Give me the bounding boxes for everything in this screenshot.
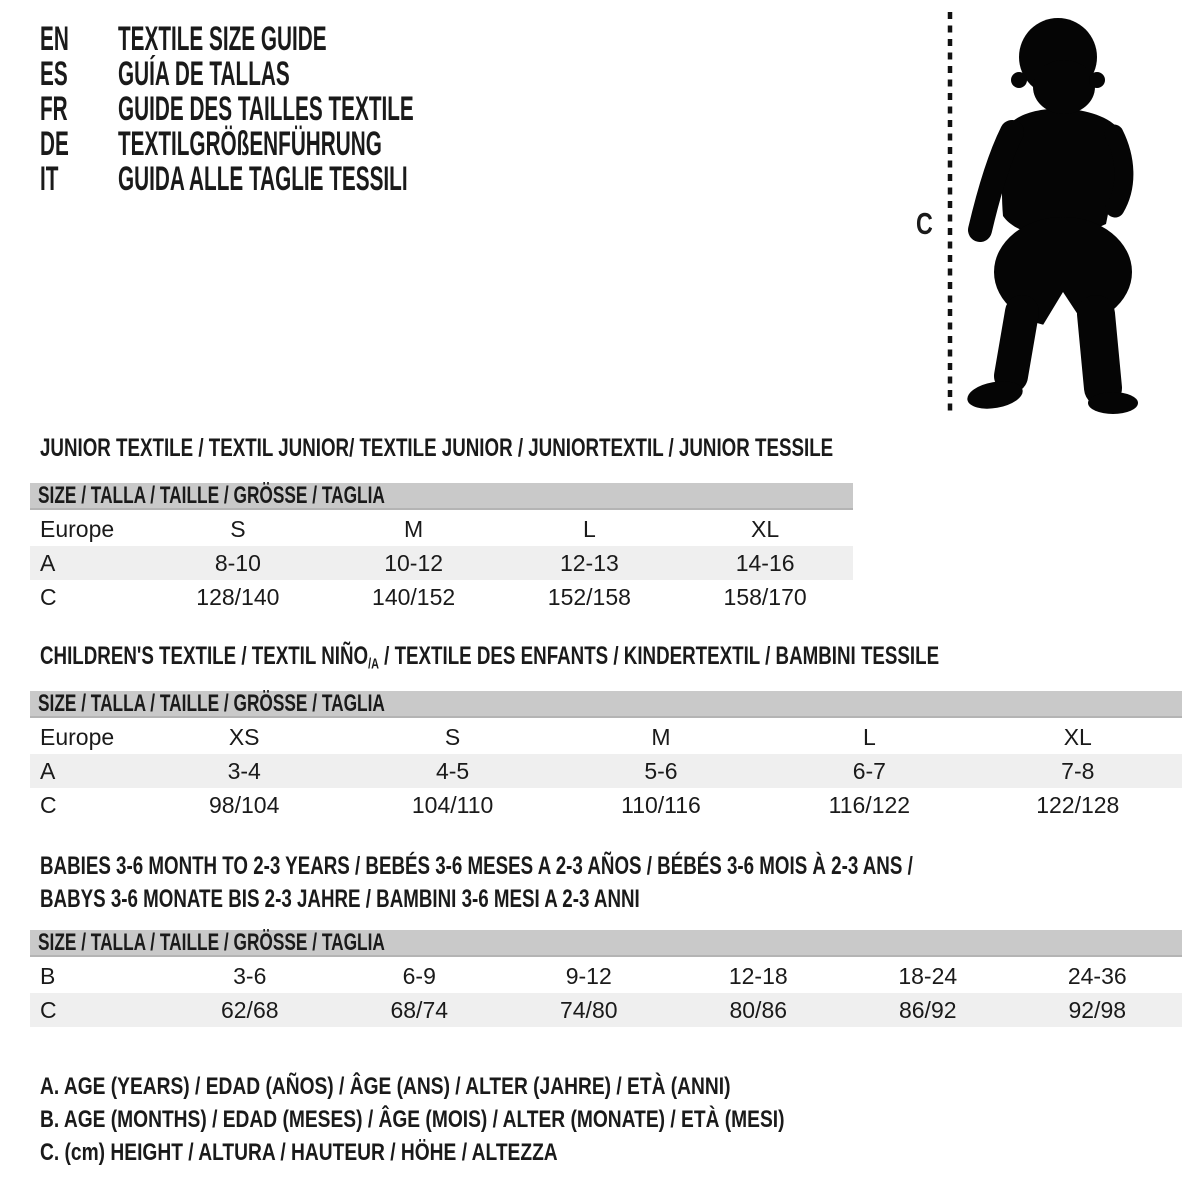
row-label: A [40, 757, 56, 784]
size-value-cell: 7-8 [1061, 757, 1095, 784]
size-value-cell: 6-9 [402, 962, 436, 989]
size-table-row [30, 546, 853, 580]
size-value-cell: XS [228, 723, 260, 750]
size-value-cell: S [230, 515, 246, 542]
size-table-row [30, 720, 1182, 754]
size-value-cell: 18-24 [898, 962, 958, 989]
size-header-bar [30, 930, 1182, 957]
legend [40, 1070, 971, 1169]
size-value-cell: 3-4 [227, 757, 261, 784]
section-title-text: CHILDREN'S TEXTILE / TEXTIL NIÑO/A / TEXTILE DES ENFANTS / KINDERTEXTIL / BAMBINI TESSILE [40, 642, 940, 673]
size-value-cell: 24-36 [1067, 962, 1127, 989]
toddler-silhouette-graphic [900, 0, 1200, 435]
junior-size-table [30, 512, 853, 614]
toddler-silhouette [965, 18, 1138, 414]
legend-text: C. (cm) HEIGHT / ALTURA / HAUTEUR / HÖHE / ALTEZZA [40, 1139, 558, 1166]
size-header-bar [30, 691, 1182, 718]
size-value-cell: M [404, 515, 424, 542]
legend-text: B. AGE (MONTHS) / EDAD (MESES) / ÂGE (MOIS) / ALTER (MONATE) / ETÀ (MESI) [40, 1106, 785, 1133]
height-figure [900, 0, 1200, 435]
language-guide-title: TEXTILE SIZE GUIDE [118, 20, 327, 58]
size-value-cell: 158/170 [723, 583, 807, 610]
size-value-cell: M [651, 723, 671, 750]
row-label: Europe [40, 723, 115, 750]
legend-age-months [40, 1103, 971, 1136]
language-code: FR [40, 90, 68, 128]
size-value-cell: 74/80 [559, 996, 618, 1023]
size-value-cell: 10-12 [384, 549, 444, 576]
size-header-label: SIZE / TALLA / TAILLE / GRÖSSE / TAGLIA [38, 482, 385, 509]
size-value-cell: 152/158 [547, 583, 631, 610]
size-value-cell: L [582, 515, 596, 542]
height-measure-label: C [916, 206, 933, 241]
size-value-cell: 9-12 [565, 962, 612, 989]
language-code: ES [40, 55, 68, 93]
size-header-bar [30, 483, 853, 510]
row-label: Europe [40, 515, 115, 542]
section-title-text: BABYS 3-6 MONATE BIS 2-3 JAHRE / BAMBINI 3-6 MESI A 2-3 ANNI [40, 885, 640, 913]
row-label: C [40, 583, 57, 610]
nino-a-subscript: /A [368, 656, 379, 673]
size-value-cell: 104/110 [411, 791, 494, 818]
size-value-cell: 3-6 [233, 962, 267, 989]
size-value-cell: 140/152 [372, 583, 456, 610]
size-value-cell: 110/116 [621, 791, 701, 818]
size-value-cell: 12-18 [728, 962, 788, 989]
size-value-cell: 92/98 [1068, 996, 1127, 1023]
size-value-cell: 14-16 [735, 549, 795, 576]
children-size-table [30, 720, 1182, 822]
language-code: IT [40, 160, 59, 198]
size-header-label: SIZE / TALLA / TAILLE / GRÖSSE / TAGLIA [38, 929, 385, 956]
legend-age-years [40, 1070, 971, 1103]
size-table-row [30, 754, 1182, 788]
language-guide-title: GUIDE DES TAILLES TEXTILE [118, 90, 414, 128]
language-code: DE [40, 125, 69, 163]
row-label: C [40, 996, 57, 1023]
size-value-cell: 8-10 [214, 549, 261, 576]
size-value-cell: 6-7 [852, 757, 886, 784]
size-value-cell: 98/104 [209, 791, 280, 818]
junior-textile-section [30, 434, 853, 614]
size-value-cell: S [444, 723, 461, 750]
size-table-row [30, 993, 1182, 1027]
size-value-cell: 80/86 [729, 996, 788, 1023]
size-table-row [30, 512, 853, 546]
babies-size-table [30, 959, 1182, 1027]
row-label: B [40, 962, 56, 989]
size-value-cell: 5-6 [644, 757, 678, 784]
language-code: EN [40, 20, 69, 58]
section-title-text: BABIES 3-6 MONTH TO 2-3 YEARS / BEBÉS 3-6 MESES A 2-3 AÑOS / BÉBÉS 3-6 MOIS À 2-3 ANS / [40, 852, 913, 880]
size-value-cell: XL [751, 515, 780, 542]
language-guide-title: GUÍA DE TALLAS [118, 55, 290, 93]
size-value-cell: 68/74 [390, 996, 449, 1023]
children-textile-section [30, 642, 1182, 822]
section-title-children [30, 642, 1182, 673]
size-value-cell: 12-13 [559, 549, 619, 576]
row-label: A [40, 549, 56, 576]
size-table-row [30, 580, 853, 614]
section-title-text: JUNIOR TEXTILE / TEXTIL JUNIOR/ TEXTILE JUNIOR / JUNIORTEXTIL / JUNIOR TESSILE [40, 434, 834, 462]
size-value-cell: 86/92 [898, 996, 957, 1023]
language-guide-title: GUIDA ALLE TAGLIE TESSILI [118, 160, 408, 198]
legend-height-cm [40, 1136, 971, 1169]
section-title-babies-line1 [30, 850, 1182, 883]
size-table-row [30, 959, 1182, 993]
row-label: C [40, 791, 57, 818]
size-value-cell: 62/68 [220, 996, 279, 1023]
size-value-cell: L [862, 723, 876, 750]
size-header-label: SIZE / TALLA / TAILLE / GRÖSSE / TAGLIA [38, 690, 385, 717]
section-title-babies-line2 [30, 883, 1182, 916]
size-value-cell: 122/128 [1036, 791, 1120, 818]
size-table-row [30, 788, 1182, 822]
language-guide-title: TEXTILGRÖßENFÜHRUNG [118, 125, 382, 163]
size-value-cell: 128/140 [196, 583, 280, 610]
babies-textile-section [30, 850, 1182, 1027]
legend-text: A. AGE (YEARS) / EDAD (AÑOS) / ÂGE (ANS) / ALTER (JAHRE) / ETÀ (ANNI) [40, 1073, 731, 1100]
size-value-cell: 4-5 [435, 757, 470, 784]
size-value-cell: 116/122 [828, 791, 911, 818]
section-title-junior [30, 434, 853, 462]
size-value-cell: XL [1063, 723, 1092, 750]
